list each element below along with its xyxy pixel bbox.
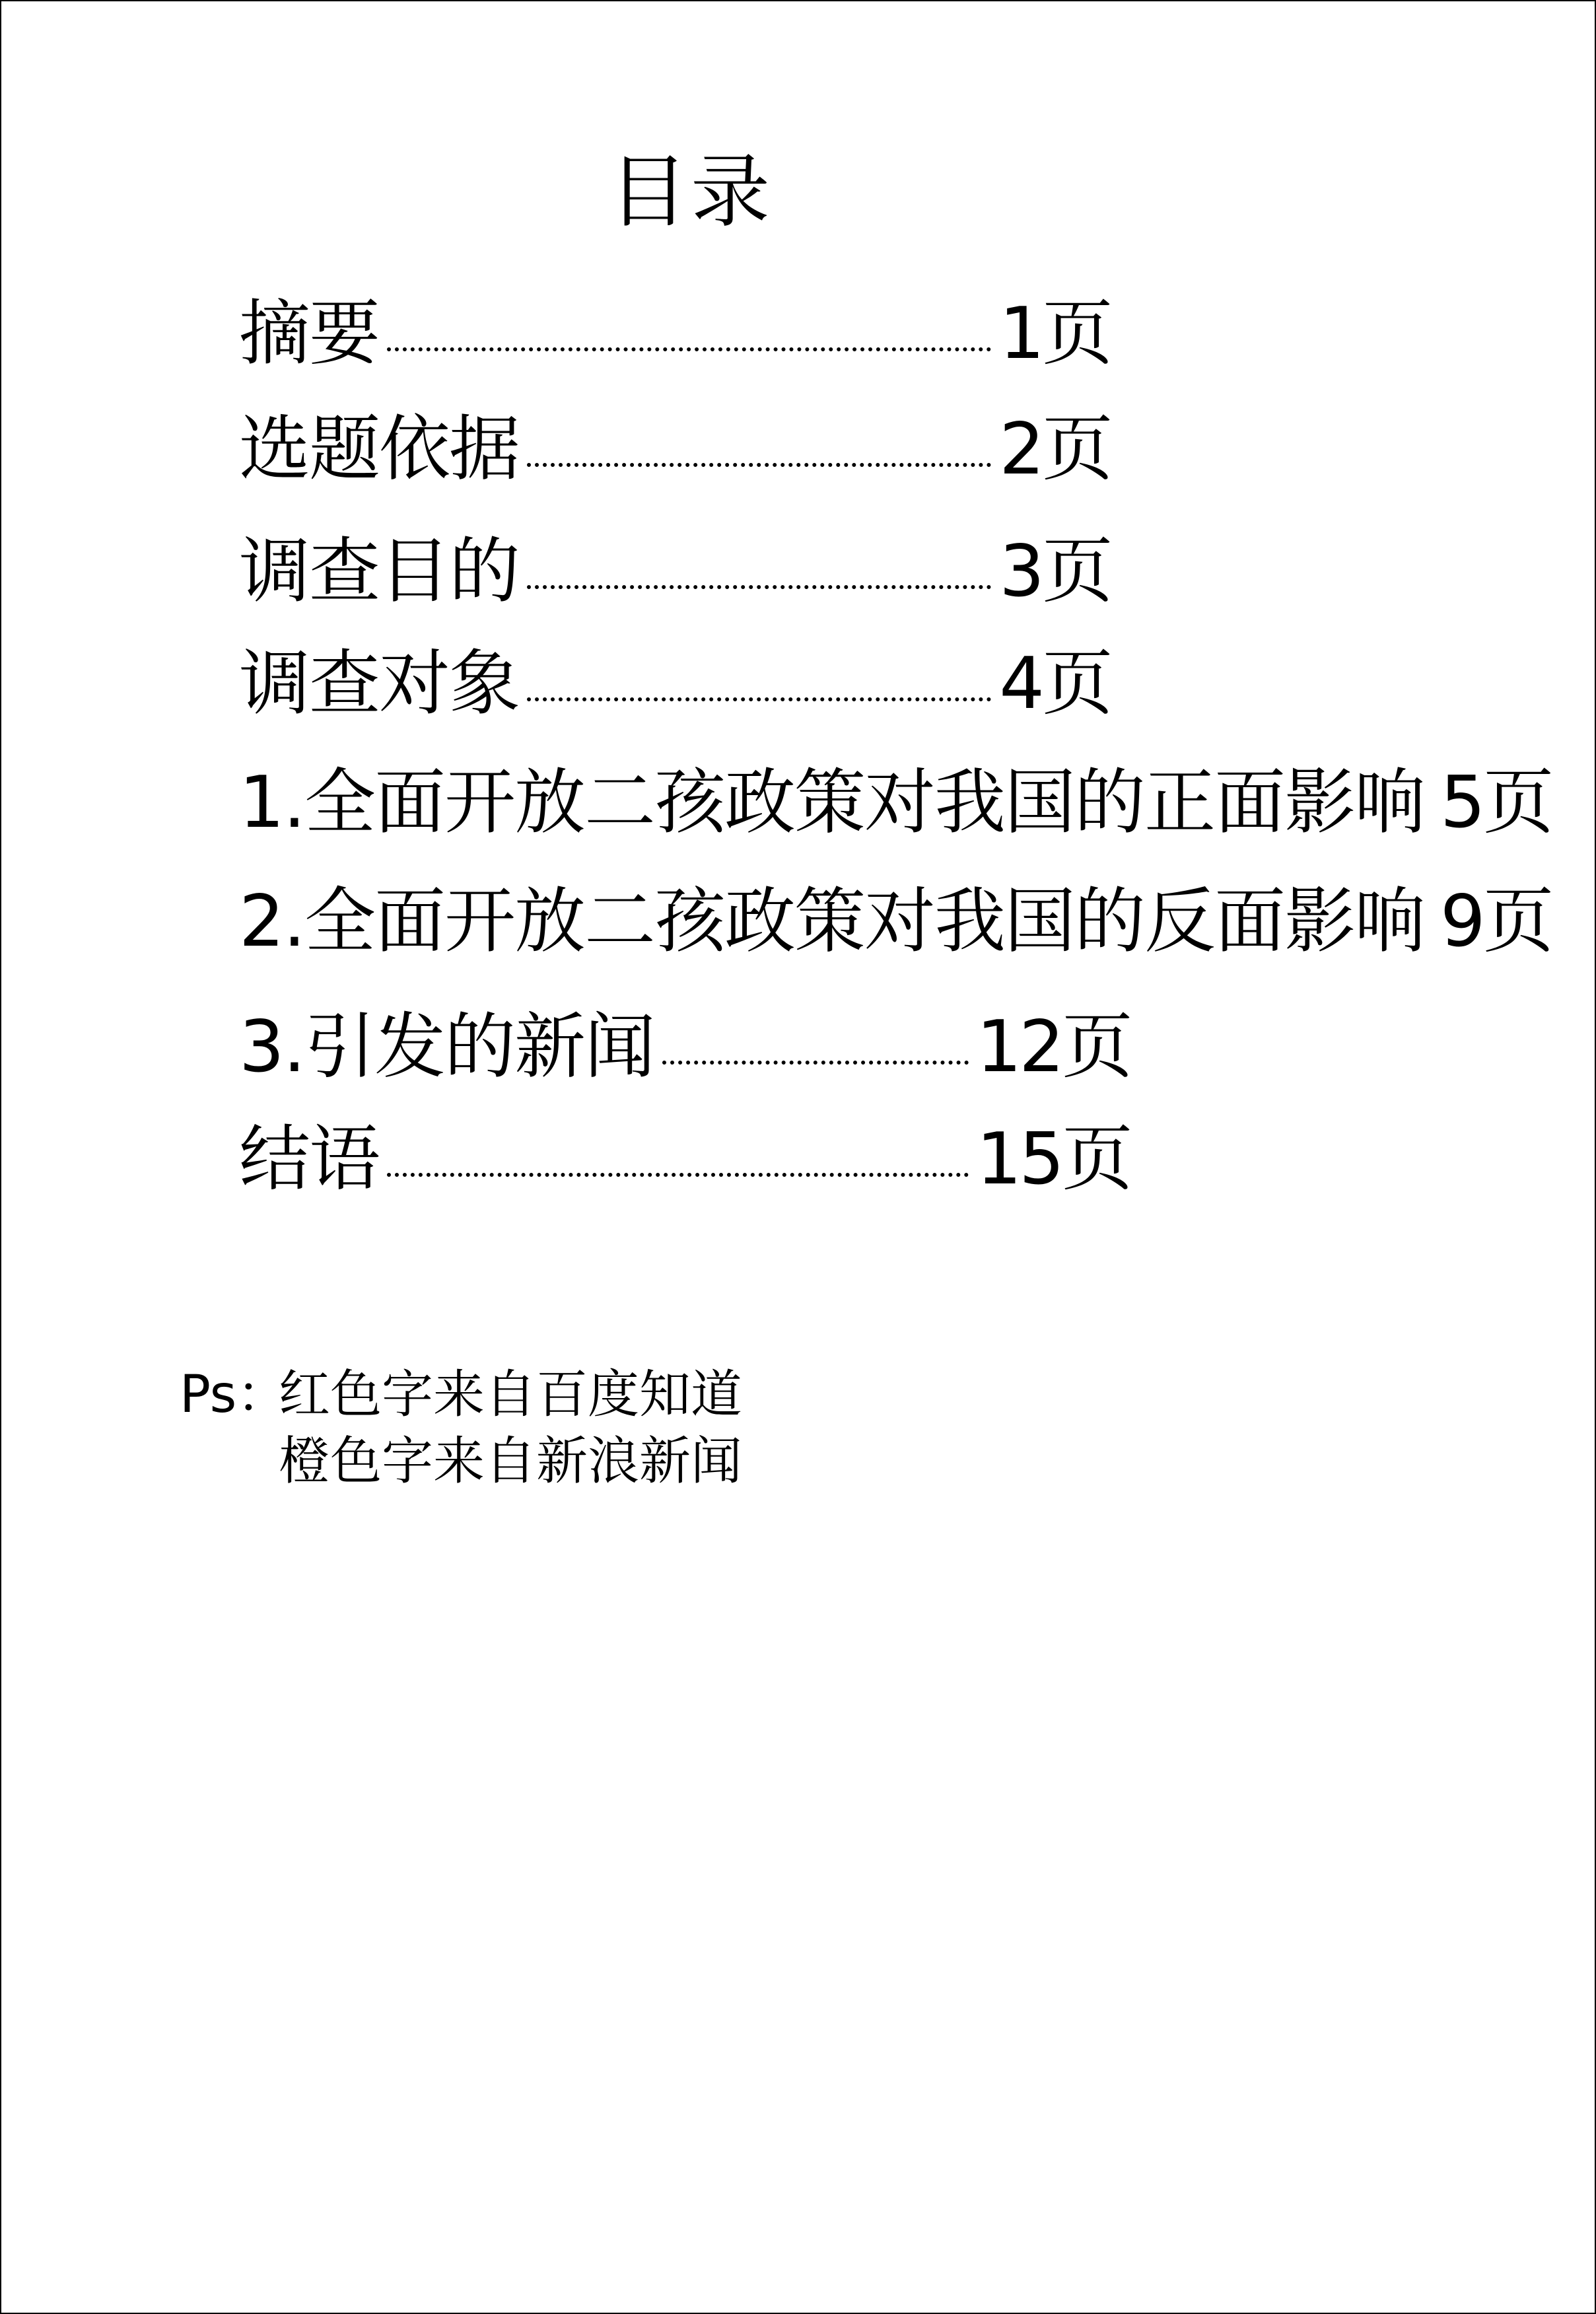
toc-leader-dots	[527, 463, 991, 467]
toc-entry	[239, 530, 1111, 613]
toc-entry-page: 1页	[999, 293, 1111, 375]
postscript-lines	[279, 1362, 742, 1496]
toc-entry-page: 12页	[976, 1006, 1130, 1088]
toc-entry-page: 2页	[999, 408, 1111, 491]
toc-entry-title: 摘要	[239, 293, 380, 375]
toc-entry	[239, 293, 1111, 375]
page-title: 目录	[609, 147, 773, 238]
toc-entry-title: 调查对象	[239, 643, 520, 725]
toc-entry	[239, 408, 1111, 491]
toc-entry-title: 1.全面开放二孩政策对我国的正面影响	[239, 761, 1425, 844]
toc-entry-page: 5页	[1440, 761, 1552, 844]
toc-entry-title: 结语	[239, 1118, 380, 1201]
postscript-line: 红色字来自百度知道	[279, 1365, 743, 1424]
toc-entry-title: 3.引发的新闻	[239, 1006, 655, 1088]
toc-entry-page: 15页	[976, 1118, 1130, 1201]
toc-entry-title: 2.全面开放二孩政策对我国的反面影响	[239, 880, 1425, 963]
toc-entry	[239, 643, 1111, 725]
toc-entry-title: 调查目的	[239, 530, 520, 613]
postscript-line: 橙色字来自新浪新闻	[279, 1432, 743, 1492]
postscript-prefix: Ps：	[180, 1365, 289, 1424]
toc-entry-page: 9页	[1440, 880, 1552, 963]
toc-entry	[239, 1006, 1130, 1088]
postscript-note	[180, 1362, 742, 1496]
toc-entry-page: 4页	[999, 643, 1111, 725]
toc-leader-dots	[662, 1061, 969, 1065]
toc-entry	[239, 1118, 1130, 1201]
toc-leader-dots	[527, 585, 991, 589]
toc-entry	[239, 880, 1552, 963]
toc-entry	[239, 761, 1552, 844]
toc-entry-page: 3页	[999, 530, 1111, 613]
toc-leader-dots	[387, 347, 991, 351]
toc-leader-dots	[387, 1173, 969, 1177]
toc-entry-title: 选题依据	[239, 408, 520, 491]
toc-leader-dots	[527, 697, 991, 701]
